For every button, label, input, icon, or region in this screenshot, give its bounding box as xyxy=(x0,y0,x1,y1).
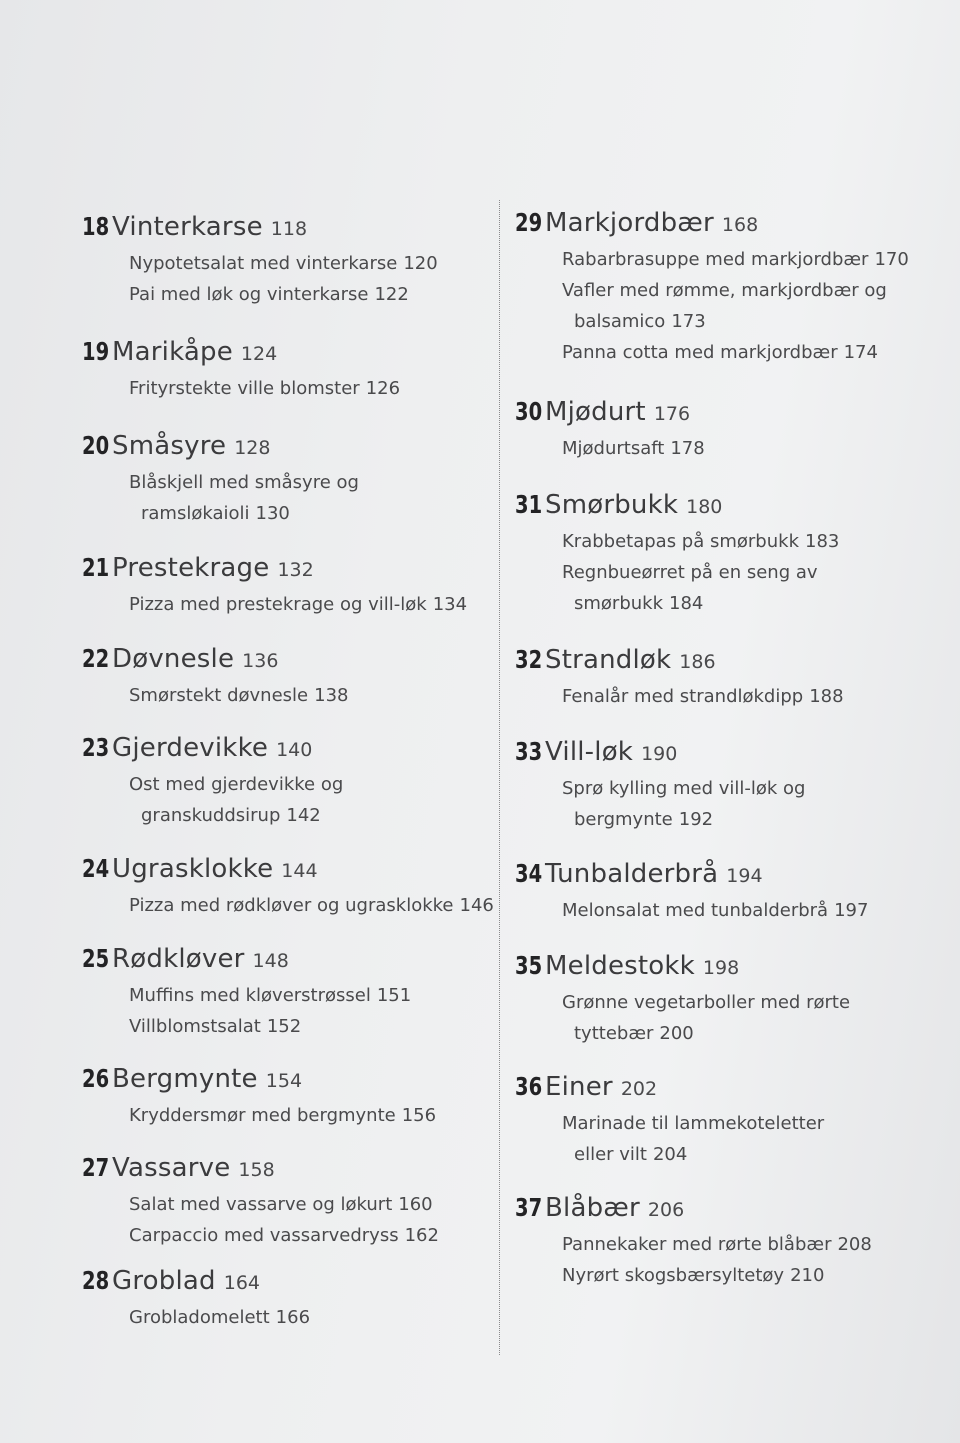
recipe-title: Smørstekt døvnesle xyxy=(129,685,309,706)
chapter-heading xyxy=(82,944,487,974)
recipe-title: Grobladomelett xyxy=(129,1307,270,1328)
recipe-line xyxy=(562,588,945,619)
recipe-title: Muffins med kløverstrøssel xyxy=(129,985,371,1006)
chapter-title: Bergmynte xyxy=(112,1064,258,1094)
chapter-heading xyxy=(82,644,487,674)
recipe-list xyxy=(562,681,945,712)
recipe-title: smørbukk xyxy=(574,593,664,614)
chapter-entry xyxy=(515,208,945,368)
recipe-line xyxy=(129,589,487,620)
chapter-heading xyxy=(515,1193,945,1223)
chapter-number: 25 xyxy=(82,944,110,973)
recipe-title: Panna cotta med markjordbær xyxy=(562,342,838,363)
recipe-list xyxy=(129,373,487,404)
recipe-page-number: 183 xyxy=(805,531,840,552)
recipe-page-number: 166 xyxy=(275,1307,311,1328)
chapter-entry xyxy=(515,859,945,926)
chapter-number: 24 xyxy=(82,854,110,883)
chapter-entry xyxy=(515,397,945,464)
chapter-heading xyxy=(515,859,945,889)
recipe-line xyxy=(562,804,945,835)
chapter-number: 21 xyxy=(82,553,110,582)
recipe-list xyxy=(129,890,494,921)
chapter-heading xyxy=(515,645,945,675)
recipe-list xyxy=(562,1108,945,1170)
chapter-heading xyxy=(82,553,487,583)
chapter-heading xyxy=(515,397,945,427)
recipe-page-number: 208 xyxy=(837,1234,872,1255)
chapter-title: Marikåpe xyxy=(112,337,233,367)
recipe-line xyxy=(562,306,945,337)
chapter-title: Smørbukk xyxy=(545,490,679,520)
chapter-title: Småsyre xyxy=(112,431,227,461)
recipe-title: Fenalår med strandløkdipp xyxy=(562,686,804,707)
recipe-title: Melonsalat med tunbalderbrå xyxy=(562,900,829,921)
chapter-title: Vill-løk xyxy=(545,737,634,767)
recipe-line xyxy=(129,980,487,1011)
chapter-heading xyxy=(82,212,487,242)
chapter-number: 19 xyxy=(82,337,110,366)
recipe-title: Pizza med prestekrage og vill-løk xyxy=(129,594,427,615)
recipe-page-number: 192 xyxy=(678,809,714,830)
recipe-list xyxy=(129,680,487,711)
recipe-line xyxy=(129,769,487,800)
recipe-list xyxy=(129,589,487,620)
chapter-heading xyxy=(82,1064,487,1094)
recipe-title: Regnbueørret på en seng av xyxy=(562,562,818,583)
recipe-title: Grønne vegetarboller med rørte xyxy=(562,992,851,1013)
recipe-page-number: 126 xyxy=(365,378,401,399)
chapter-heading xyxy=(82,854,487,884)
chapter-page-number: 148 xyxy=(252,950,289,972)
chapter-heading xyxy=(82,431,487,461)
recipe-title: Rabarbrasuppe med markjordbær xyxy=(562,249,869,270)
recipe-page-number: 197 xyxy=(834,900,869,921)
recipe-line xyxy=(562,773,945,804)
chapter-entry xyxy=(515,1072,945,1170)
chapter-entry xyxy=(82,431,487,529)
chapter-page-number: 198 xyxy=(702,957,740,979)
chapter-number: 18 xyxy=(82,212,110,241)
chapter-number: 34 xyxy=(515,859,543,888)
chapter-page-number: 140 xyxy=(276,739,313,761)
chapter-entry xyxy=(515,1193,945,1291)
recipe-title: Frityrstekte ville blomster xyxy=(129,378,360,399)
recipe-list xyxy=(562,526,945,619)
recipe-page-number: 156 xyxy=(401,1105,437,1126)
chapter-entry xyxy=(82,1064,487,1131)
recipe-page-number: 138 xyxy=(314,685,349,706)
chapter-entry xyxy=(82,553,487,620)
chapter-page-number: 132 xyxy=(277,559,314,581)
chapter-heading xyxy=(515,1072,945,1102)
recipe-title: eller vilt xyxy=(574,1144,647,1165)
recipe-page-number: 162 xyxy=(404,1225,439,1246)
chapter-title: Meldestokk xyxy=(545,951,695,981)
recipe-page-number: 174 xyxy=(843,342,878,363)
chapter-number: 30 xyxy=(515,397,543,426)
chapter-page-number: 180 xyxy=(686,496,723,518)
recipe-title: Blåskjell med småsyre og xyxy=(129,472,359,493)
column-divider xyxy=(499,200,500,1355)
chapter-page-number: 176 xyxy=(653,403,691,425)
recipe-line xyxy=(129,467,487,498)
chapter-number: 28 xyxy=(82,1266,110,1295)
chapter-page-number: 158 xyxy=(238,1159,275,1181)
chapter-entry xyxy=(82,854,494,921)
chapter-page-number: 128 xyxy=(234,437,271,459)
recipe-title: Pizza med rødkløver og ugrasklokke xyxy=(129,895,454,916)
recipe-line xyxy=(562,987,945,1018)
recipe-title: granskuddsirup xyxy=(141,805,281,826)
chapter-title: Vassarve xyxy=(112,1153,231,1183)
recipe-line xyxy=(129,1220,487,1251)
recipe-line xyxy=(562,1260,945,1291)
recipe-title: balsamico xyxy=(574,311,666,332)
recipe-page-number: 210 xyxy=(790,1265,825,1286)
recipe-line xyxy=(562,1229,945,1260)
chapter-entry xyxy=(515,645,945,712)
recipe-list xyxy=(129,1302,487,1333)
chapter-number: 29 xyxy=(515,208,543,237)
chapter-entry xyxy=(515,490,945,619)
chapter-number: 22 xyxy=(82,644,110,673)
recipe-page-number: 122 xyxy=(374,284,409,305)
recipe-list xyxy=(562,1229,945,1291)
chapter-title: Vinterkarse xyxy=(112,212,263,242)
chapter-title: Rødkløver xyxy=(112,944,245,974)
recipe-list xyxy=(562,987,945,1049)
chapter-heading xyxy=(82,337,487,367)
chapter-title: Markjordbær xyxy=(545,208,714,238)
chapter-entry xyxy=(82,944,487,1042)
chapter-title: Døvnesle xyxy=(112,644,235,674)
chapter-number: 33 xyxy=(515,737,543,766)
chapter-page-number: 186 xyxy=(679,651,716,673)
recipe-line xyxy=(129,279,487,310)
chapter-title: Blåbær xyxy=(545,1193,640,1223)
recipe-line xyxy=(562,337,945,368)
recipe-line xyxy=(562,244,945,275)
chapter-entry xyxy=(82,212,487,310)
chapter-number: 35 xyxy=(515,951,543,980)
chapter-number: 26 xyxy=(82,1064,110,1093)
recipe-line xyxy=(562,526,945,557)
recipe-title: tyttebær xyxy=(574,1023,654,1044)
chapter-entry xyxy=(82,733,487,831)
chapter-page-number: 168 xyxy=(721,214,759,236)
chapter-heading xyxy=(515,737,945,767)
recipe-title: Pai med løk og vinterkarse xyxy=(129,284,369,305)
chapter-title: Prestekrage xyxy=(112,553,270,583)
recipe-page-number: 178 xyxy=(670,438,705,459)
chapter-page-number: 194 xyxy=(726,865,763,887)
chapter-entry xyxy=(515,737,945,835)
chapter-title: Mjødurt xyxy=(545,397,646,427)
chapter-page-number: 190 xyxy=(641,743,678,765)
recipe-page-number: 151 xyxy=(376,985,412,1006)
recipe-line xyxy=(129,890,494,921)
chapter-title: Ugrasklokke xyxy=(112,854,274,884)
recipe-page-number: 134 xyxy=(432,594,468,615)
recipe-line xyxy=(562,1108,945,1139)
recipe-title: bergmynte xyxy=(574,809,673,830)
chapter-heading xyxy=(82,1266,487,1296)
chapter-title: Tunbalderbrå xyxy=(545,859,719,889)
chapter-entry xyxy=(82,644,487,711)
recipe-line xyxy=(129,248,487,279)
recipe-title: Kryddersmør med bergmynte xyxy=(129,1105,396,1126)
chapter-number: 37 xyxy=(515,1193,543,1222)
chapter-number: 36 xyxy=(515,1072,543,1101)
recipe-page-number: 204 xyxy=(652,1144,688,1165)
recipe-list xyxy=(129,1100,487,1131)
recipe-title: ramsløkaioli xyxy=(141,503,250,524)
chapter-entry xyxy=(82,1153,487,1251)
recipe-page-number: 142 xyxy=(286,805,321,826)
recipe-title: Pannekaker med rørte blåbær xyxy=(562,1234,832,1255)
chapter-number: 31 xyxy=(515,490,543,519)
recipe-line xyxy=(562,1018,945,1049)
chapter-number: 27 xyxy=(82,1153,110,1182)
recipe-title: Carpaccio med vassarvedryss xyxy=(129,1225,399,1246)
recipe-title: Marinade til lammekoteletter xyxy=(562,1113,825,1134)
recipe-page-number: 184 xyxy=(669,593,704,614)
chapter-entry xyxy=(82,1266,487,1333)
recipe-line xyxy=(562,433,945,464)
chapter-page-number: 154 xyxy=(265,1070,303,1092)
recipe-line xyxy=(129,800,487,831)
recipe-title: Sprø kylling med vill-løk og xyxy=(562,778,806,799)
chapter-heading xyxy=(515,208,945,238)
recipe-line xyxy=(129,1302,487,1333)
chapter-title: Gjerdevikke xyxy=(112,733,269,763)
recipe-list xyxy=(129,980,487,1042)
recipe-list xyxy=(562,244,945,368)
recipe-list xyxy=(129,769,487,831)
recipe-title: Nyrørt skogsbærsyltetøy xyxy=(562,1265,785,1286)
recipe-title: Mjødurtsaft xyxy=(562,438,665,459)
recipe-list xyxy=(562,433,945,464)
chapter-entry xyxy=(515,951,945,1049)
chapter-title: Groblad xyxy=(112,1266,216,1296)
recipe-line xyxy=(562,1139,945,1170)
chapter-entry xyxy=(82,337,487,404)
recipe-line xyxy=(562,681,945,712)
recipe-page-number: 152 xyxy=(266,1016,302,1037)
recipe-page-number: 146 xyxy=(459,895,494,916)
recipe-title: Ost med gjerdevikke og xyxy=(129,774,344,795)
recipe-page-number: 188 xyxy=(809,686,844,707)
recipe-page-number: 120 xyxy=(403,253,438,274)
recipe-list xyxy=(129,467,487,529)
recipe-title: Krabbetapas på smørbukk xyxy=(562,531,799,552)
recipe-line xyxy=(129,1189,487,1220)
recipe-line xyxy=(562,275,945,306)
recipe-line xyxy=(129,1100,487,1131)
recipe-page-number: 173 xyxy=(671,311,706,332)
recipe-line xyxy=(129,373,487,404)
recipe-line xyxy=(129,680,487,711)
chapter-page-number: 164 xyxy=(223,1272,261,1294)
chapter-heading xyxy=(515,490,945,520)
chapter-title: Einer xyxy=(545,1072,613,1102)
chapter-page-number: 136 xyxy=(242,650,279,672)
recipe-line xyxy=(562,895,945,926)
chapter-number: 32 xyxy=(515,645,543,674)
chapter-page-number: 202 xyxy=(620,1078,658,1100)
recipe-page-number: 200 xyxy=(659,1023,694,1044)
recipe-title: Vafler med rømme, markjordbær og xyxy=(562,280,887,301)
recipe-title: Nypotetsalat med vinterkarse xyxy=(129,253,398,274)
chapter-title: Strandløk xyxy=(545,645,672,675)
recipe-page-number: 160 xyxy=(398,1194,433,1215)
chapter-heading xyxy=(82,1153,487,1183)
chapter-number: 23 xyxy=(82,733,110,762)
recipe-list xyxy=(562,773,945,835)
chapter-heading xyxy=(515,951,945,981)
recipe-line xyxy=(129,1011,487,1042)
recipe-line xyxy=(562,557,945,588)
recipe-title: Villblomstsalat xyxy=(129,1016,261,1037)
recipe-page-number: 130 xyxy=(255,503,290,524)
chapter-heading xyxy=(82,733,487,763)
recipe-list xyxy=(562,895,945,926)
chapter-page-number: 206 xyxy=(647,1199,685,1221)
recipe-list xyxy=(129,1189,487,1251)
recipe-title: Salat med vassarve og løkurt xyxy=(129,1194,393,1215)
chapter-page-number: 118 xyxy=(270,218,308,240)
recipe-page-number: 170 xyxy=(874,249,909,270)
recipe-line xyxy=(129,498,487,529)
chapter-page-number: 124 xyxy=(240,343,278,365)
recipe-list xyxy=(129,248,487,310)
chapter-page-number: 144 xyxy=(281,860,318,882)
chapter-number: 20 xyxy=(82,431,110,460)
